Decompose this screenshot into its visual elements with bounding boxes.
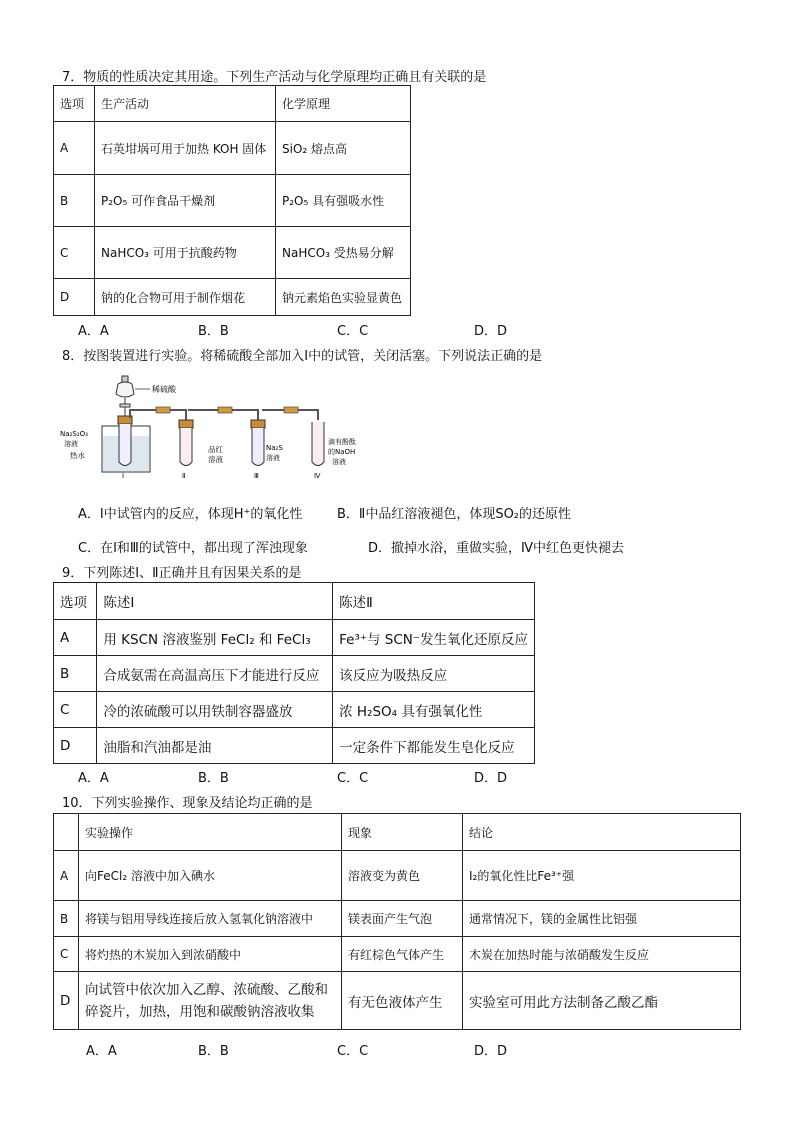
- q7-row-d-activity: 钠的化合物可用于制作烟花: [95, 279, 276, 316]
- q7-row-c-principle: NaHCO₃ 受热易分解: [276, 227, 411, 279]
- tube-2-label-2: 溶液: [208, 455, 223, 464]
- q9-stem: 9．下列陈述Ⅰ、Ⅱ正确并且有因果关系的是: [62, 566, 302, 581]
- q7-row-b-principle: P₂O₅ 具有强吸水性: [276, 175, 411, 227]
- table-row: [54, 279, 411, 316]
- q7-row-c-option: C: [54, 227, 95, 279]
- q10-row-c-operation: 将灼热的木炭加入到浓硝酸中: [79, 937, 342, 972]
- q8-option-d[interactable]: D．撤掉水浴，重做实验，Ⅳ中红色更快褪去: [368, 541, 625, 556]
- q9-choice-c[interactable]: C．C: [337, 771, 369, 786]
- table-row: [54, 901, 741, 937]
- q7-row-a-principle: SiO₂ 熔点高: [276, 122, 411, 175]
- apparatus-diagram: [58, 370, 358, 480]
- q9-row-a-option: A: [54, 620, 97, 656]
- q9-row-b-s1: 合成氨需在高温高压下才能进行反应: [97, 656, 333, 692]
- q9-choice-b[interactable]: B．B: [198, 771, 229, 786]
- q9-row-c-option: C: [54, 692, 97, 728]
- q7-stem: 7．物质的性质决定其用途。下列生产活动与化学原理均正确且有关联的是: [62, 70, 487, 85]
- q8-option-c[interactable]: C．在Ⅰ和Ⅲ的试管中，都出现了浑浊现象: [78, 541, 308, 556]
- q10-row-b-conclusion: 通常情况下，镁的金属性比铝强: [463, 901, 741, 937]
- q9-row-d-s1: 油脂和汽油都是油: [97, 728, 333, 764]
- q10-header-conclusion: 结论: [463, 814, 741, 851]
- q10-choice-c[interactable]: C．C: [337, 1044, 369, 1059]
- q10-row-c-option: C: [54, 937, 79, 972]
- q10-choice-d[interactable]: D．D: [474, 1044, 508, 1059]
- table-row: [54, 175, 411, 227]
- table-row: [54, 728, 535, 764]
- left-label-1: Na₂S₂O₃: [60, 430, 88, 438]
- tube-2-label-1: 品红: [208, 445, 223, 454]
- table-row: [54, 620, 535, 656]
- q10-row-c-conclusion: 木炭在加热时能与浓硝酸发生反应: [463, 937, 741, 972]
- q10-row-d-option: D: [54, 972, 79, 1030]
- q9-row-a-s2: Fe³⁺与 SCN⁻发生氧化还原反应: [333, 620, 535, 656]
- q7-row-a-activity: 石英坩埚可用于加热 KOH 固体: [95, 122, 276, 175]
- q10-choice-a[interactable]: A．A: [86, 1044, 117, 1059]
- tube-3-icon: [251, 420, 265, 466]
- q10-stem: 10．下列实验操作、现象及结论均正确的是: [62, 796, 313, 811]
- q9-row-d-s2: 一定条件下都能发生皂化反应: [333, 728, 535, 764]
- q10-row-d-phenomenon: 有无色液体产生: [342, 972, 463, 1030]
- q7-row-b-option: B: [54, 175, 95, 227]
- q10-header-operation: 实验操作: [79, 814, 342, 851]
- q10-row-d-operation-line2: 碎瓷片，加热，用饱和碳酸钠溶液收集: [85, 1003, 315, 1020]
- roman-3: Ⅲ: [254, 472, 259, 480]
- tube-4-label-2: 的NaOH: [328, 448, 356, 456]
- q7-row-d-principle: 钠元素焰色实验显黄色: [276, 279, 411, 316]
- table-row: [54, 656, 535, 692]
- q9-table: [53, 582, 535, 764]
- q7-row-b-activity: P₂O₅ 可作食品干燥剂: [95, 175, 276, 227]
- table-row: [54, 227, 411, 279]
- q10-choice-b[interactable]: B．B: [198, 1044, 229, 1059]
- tube-3-label-1: Na₂S: [266, 444, 283, 452]
- q10-row-a-phenomenon: 溶液变为黄色: [342, 851, 463, 901]
- q7-choice-b[interactable]: B．B: [198, 324, 229, 339]
- q9-choice-d[interactable]: D．D: [474, 771, 508, 786]
- q8-option-b[interactable]: B．Ⅱ中品红溶液褪色，体现SO₂的还原性: [337, 507, 572, 522]
- q9-row-b-s2: 该反应为吸热反应: [333, 656, 535, 692]
- table-row: [54, 692, 535, 728]
- q10-row-a-operation: 向FeCl₂ 溶液中加入碘水: [79, 851, 342, 901]
- q9-header-s2: 陈述Ⅱ: [333, 583, 535, 620]
- q7-row-c-activity: NaHCO₃ 可用于抗酸药物: [95, 227, 276, 279]
- q9-choice-a[interactable]: A．A: [78, 771, 109, 786]
- q8-stem: 8．按图装置进行实验。将稀硫酸全部加入Ⅰ中的试管，关闭活塞。下列说法正确的是: [62, 349, 543, 364]
- left-label-3: 热水: [70, 451, 85, 460]
- table-row: [54, 972, 741, 1030]
- q10-row-b-option: B: [54, 901, 79, 937]
- q10-header-option: [54, 814, 79, 851]
- q10-row-a-conclusion: I₂的氧化性比Fe³⁺强: [463, 851, 741, 901]
- roman-2: Ⅱ: [182, 472, 186, 480]
- funnel-label: 稀硫酸: [152, 385, 176, 394]
- q7-header-activity: 生产活动: [95, 86, 276, 122]
- q9-header-option: 选项: [54, 583, 97, 620]
- q10-table: [53, 813, 741, 1030]
- q7-header-principle: 化学原理: [276, 86, 411, 122]
- funnel-icon: [116, 376, 134, 420]
- roman-4: Ⅳ: [314, 472, 321, 480]
- q7-header-option: 选项: [54, 86, 95, 122]
- q10-row-b-phenomenon: 镁表面产生气泡: [342, 901, 463, 937]
- q8-apparatus-figure: [58, 370, 358, 480]
- left-label-2: 溶液: [64, 440, 78, 448]
- q9-row-b-option: B: [54, 656, 97, 692]
- table-row: [54, 937, 741, 972]
- tube-4-icon: [312, 422, 324, 466]
- q10-row-c-phenomenon: 有红棕色气体产生: [342, 937, 463, 972]
- q10-header-phenomenon: 现象: [342, 814, 463, 851]
- q7-table: [53, 85, 411, 316]
- table-row: [54, 122, 411, 175]
- roman-1: Ⅰ: [122, 472, 125, 480]
- q10-row-d-operation: [79, 972, 342, 1030]
- q9-row-a-s1: 用 KSCN 溶液鉴别 FeCl₂ 和 FeCl₃: [97, 620, 333, 656]
- q9-row-d-option: D: [54, 728, 97, 764]
- q7-choice-c[interactable]: C．C: [337, 324, 369, 339]
- q10-row-b-operation: 将镁与铝用导线连接后放入氢氧化钠溶液中: [79, 901, 342, 937]
- q9-row-c-s2: 浓 H₂SO₄ 具有强氧化性: [333, 692, 535, 728]
- q7-choice-a[interactable]: A．A: [78, 324, 109, 339]
- q7-row-a-option: A: [54, 122, 95, 175]
- q9-row-c-s1: 冷的浓硫酸可以用铁制容器盛放: [97, 692, 333, 728]
- q8-option-a[interactable]: A．Ⅰ中试管内的反应，体现H⁺的氧化性: [78, 507, 303, 522]
- q9-header-s1: 陈述Ⅰ: [97, 583, 333, 620]
- q7-row-d-option: D: [54, 279, 95, 316]
- q10-row-d-conclusion: 实验室可用此方法制备乙酸乙酯: [463, 972, 741, 1030]
- tube-4-label-1: 滴有酚酞: [328, 438, 356, 446]
- q10-row-d-operation-line1: 向试管中依次加入乙醇、浓硫酸、乙酸和: [85, 981, 328, 998]
- q7-choice-d[interactable]: D．D: [474, 324, 508, 339]
- tube-2-icon: [179, 420, 193, 466]
- tube-3-label-2: 溶液: [266, 454, 280, 462]
- q10-row-a-option: A: [54, 851, 79, 901]
- table-row: [54, 851, 741, 901]
- tube-4-label-3: 溶液: [332, 458, 346, 466]
- tube-1-icon: [118, 416, 132, 466]
